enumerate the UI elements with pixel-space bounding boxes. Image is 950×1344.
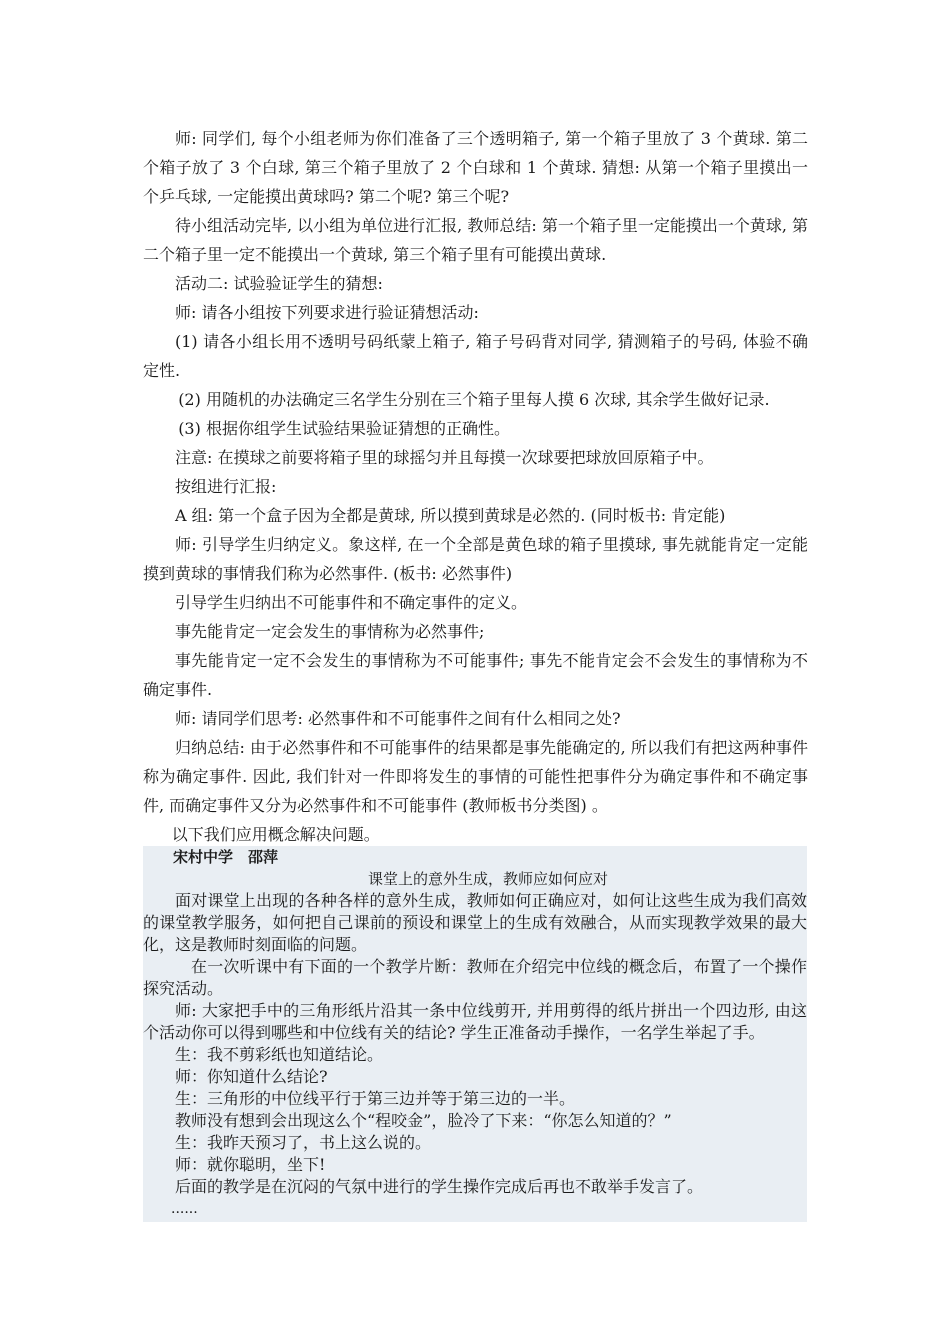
ellipsis: ...... [171, 1201, 198, 1217]
paragraph-impossible-uncertain: 事先能肯定一定不会发生的事情称为不可能事件; 事先不能肯定会不会发生的事情称为不确定事件. [143, 651, 808, 699]
dialogue-line: 生：我不剪彩纸也知道结论。 [175, 1045, 384, 1064]
paragraph-apply-concepts: 以下我们应用概念解决问题。 [171, 825, 380, 844]
paragraph-summary: 归纳总结: 由于必然事件和不可能事件的结果都是事先能确定的, 所以我们有把这两种事件称为确定事件. 因此, 我们针对一件即将发生的事情的可能性把事件分为确定事件和不确定事件, 而确定事件又分为必然事件和不可能事件 (教师板书分类图) 。 [143, 738, 808, 815]
paragraph-group-report: 待小组活动完毕, 以小组为单位进行汇报, 教师总结: 第一个箱子里一定能摸出一个黄球, 第二个箱子里一定不能摸出一个黄球, 第三个箱子里有可能摸出黄球. [143, 216, 808, 264]
paragraph-step-1: (1) 请各小组长用不透明号码纸蒙上箱子, 箱子号码背对同学, 猜测箱子的号码, 体验不确定性. [143, 332, 808, 380]
paragraph-step-3: (3) 根据你组学生试验结果验证猜想的正确性。 [178, 419, 510, 438]
dialogue-line: 生：我昨天预习了，书上这么说的。 [175, 1133, 432, 1152]
author-byline: 宋村中学 邵萍 [173, 848, 279, 866]
reflection-article-section [143, 846, 807, 1222]
paragraph-three-boxes: 师: 同学们, 每个小组老师为你们准备了三个透明箱子, 第一个箱子里放了 3 个黄球. 第二个箱子放了 3 个白球, 第三个箱子里放了 2 个白球和 1 个黄球. 猜想: 从第一个箱子里摸出一个乒乓球, 一定能摸出黄球吗? 第二个呢? 第三个呢? [143, 129, 808, 206]
dialogue-line: 教师没有想到会出现这么个“程咬金”，脸冷了下来：“你怎么知道的？” [175, 1111, 672, 1130]
paragraph-activity-two: 活动二: 试验验证学生的猜想: [175, 274, 383, 293]
paragraph-certain-event-definition: 师: 引导学生归纳定义。象这样, 在一个全部是黄色球的箱子里摸球, 事先就能肯定一定能摸到黄球的事情我们称为必然事件. (板书: 必然事件) [143, 535, 808, 583]
dialogue-line: 生：三角形的中位线平行于第三边并等于第三边的一半。 [175, 1089, 576, 1108]
paragraph-report-by-group: 按组进行汇报: [175, 477, 277, 496]
paragraph-guide-definitions: 引导学生归纳出不可能事件和不确定事件的定义。 [175, 593, 528, 612]
paragraph-think-question: 师: 请同学们思考: 必然事件和不可能事件之间有什么相同之处? [175, 709, 621, 728]
article-title: 课堂上的意外生成，教师应如何应对 [367, 870, 608, 888]
lesson-plan-section [143, 124, 808, 849]
dialogue-line: 师：你知道什么结论? [175, 1067, 328, 1086]
article-paragraph-outcome: 后面的教学是在沉闷的气氛中进行的学生操作完成后再也不敢举手发言了。 [175, 1177, 704, 1196]
article-paragraph-observation: 在一次听课中有下面的一个教学片断：教师在介绍完中位线的概念后，布置了一个操作探究活动。 [143, 957, 807, 998]
article-paragraph-intro: 面对课堂上出现的各种各样的意外生成，教师如何正确应对，如何让这些生成为我们高效的课堂教学服务，如何把自己课前的预设和课堂上的生成有效融合，从而实现教学效果的最大化，这是教师时刻面临的问题。 [143, 891, 807, 954]
paragraph-certain-event: 事先能肯定一定会发生的事情称为必然事件; [175, 622, 485, 641]
article-paragraph-teacher-task: 师: 大家把手中的三角形纸片沿其一条中位线剪开, 并用剪得的纸片拼出一个四边形, 由这个活动你可以得到哪些和中位线有关的结论? 学生正准备动手操作，一名学生举起了手。 [143, 1001, 807, 1042]
paragraph-group-a: A 组: 第一个盒子因为全都是黄球, 所以摸到黄球是必然的. (同时板书: 肯定能) [175, 506, 726, 525]
paragraph-step-2: (2) 用随机的办法确定三名学生分别在三个箱子里每人摸 6 次球, 其余学生做好记录. [178, 390, 770, 409]
paragraph-note: 注意: 在摸球之前要将箱子里的球摇匀并且每摸一次球要把球放回原箱子中。 [175, 448, 714, 467]
paragraph-teacher-instruction: 师: 请各小组按下列要求进行验证猜想活动: [175, 303, 479, 322]
dialogue-line: 师：就你聪明，坐下! [175, 1155, 326, 1174]
